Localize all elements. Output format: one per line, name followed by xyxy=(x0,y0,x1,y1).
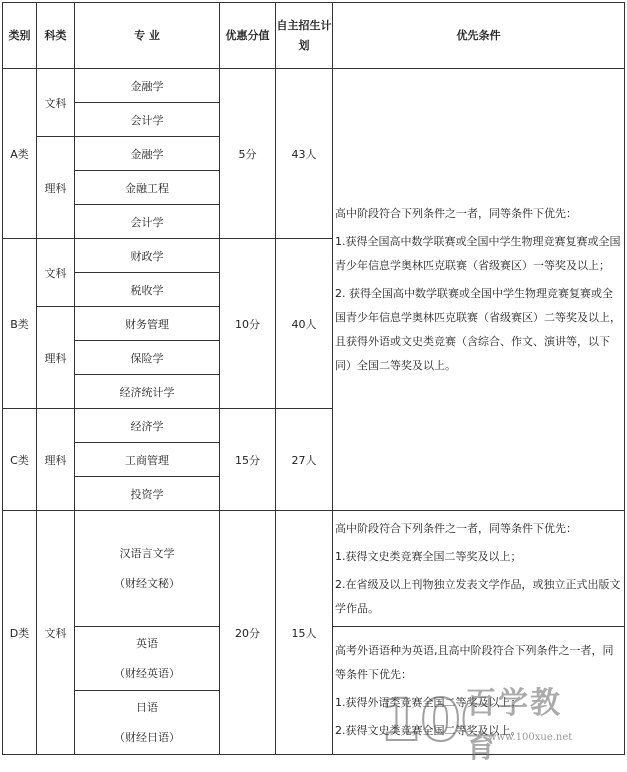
subject-cell: 文科 xyxy=(37,239,75,307)
condition-cell-abc xyxy=(333,69,625,511)
major-name: 汉语言文学 xyxy=(119,546,175,560)
major-sub: （财经日语） xyxy=(114,730,180,744)
condition-line: 1.获得外语类竞赛全国二等奖及以上； xyxy=(335,695,522,709)
subject-cell: 理科 xyxy=(37,307,75,409)
major-cell: 保险学 xyxy=(75,341,220,375)
header-row xyxy=(3,3,625,69)
header-major: 专 业 xyxy=(75,3,220,69)
category-cell: C类 xyxy=(3,409,37,511)
major-cell: 经济学 xyxy=(75,409,220,443)
major-sub: （财经文秘） xyxy=(114,576,180,590)
bonus-cell: 20分 xyxy=(220,511,276,755)
condition-line: 1.获得全国高中数学联赛或全国中学生物理竞赛复赛或全国青少年信息学奥林匹克联赛（省级赛区）一等奖及以上； xyxy=(335,234,621,272)
plan-cell: 40人 xyxy=(276,239,333,409)
condition-line: 2.获得文史类竞赛全国二等奖及以上。 xyxy=(335,723,522,737)
major-cell xyxy=(75,627,220,691)
major-cell xyxy=(75,511,220,627)
watermark-brand: 百学教育 xyxy=(466,686,562,765)
major-cell: 金融工程 xyxy=(75,171,220,205)
table-row xyxy=(3,511,625,627)
condition-line: 2.在省级及以上刊物独立发表文学作品，或独立正式出版文学作品。 xyxy=(335,577,621,615)
category-cell: D类 xyxy=(3,511,37,755)
major-cell: 金融学 xyxy=(75,69,220,103)
condition-line: 1.获得文史类竞赛全国二等奖及以上； xyxy=(335,549,522,563)
condition-line: 高考外语语种为英语,且高中阶段符合下列条件之一者，同等条件下优先： xyxy=(335,643,614,681)
header-condition: 优先条件 xyxy=(333,3,625,69)
watermark-url: www.100xue.net xyxy=(488,732,573,743)
subject-cell: 理科 xyxy=(37,409,75,511)
condition-line: 高中阶段符合下列条件之一者，同等条件下优先： xyxy=(335,521,577,535)
condition-cell-d1 xyxy=(333,511,625,627)
category-cell: B类 xyxy=(3,239,37,409)
major-cell: 会计学 xyxy=(75,205,220,239)
major-cell xyxy=(75,691,220,755)
svg-text:100: 10 xyxy=(380,686,461,754)
major-cell: 财政学 xyxy=(75,239,220,273)
bonus-cell: 10分 xyxy=(220,239,276,409)
major-cell: 税收学 xyxy=(75,273,220,307)
condition-line: 高中阶段符合下列条件之一者，同等条件下优先： xyxy=(335,206,577,220)
header-subject: 科类 xyxy=(37,3,75,69)
subject-cell: 文科 xyxy=(37,511,75,755)
major-cell: 财务管理 xyxy=(75,307,220,341)
major-cell: 会计学 xyxy=(75,103,220,137)
major-name: 日语 xyxy=(136,700,158,714)
bonus-cell: 15分 xyxy=(220,409,276,511)
category-cell: A类 xyxy=(3,69,37,239)
subject-cell: 理科 xyxy=(37,137,75,239)
major-cell: 金融学 xyxy=(75,137,220,171)
header-category: 类别 xyxy=(3,3,37,69)
condition-line: 2. 获得全国高中数学联赛或全国中学生物理竞赛复赛或全国青少年信息学奥林匹克联赛（省级赛区）二等奖及以上，且获得外语或文史类竞赛（含综合、作文、演讲等，以下同）全国二等奖及以上。 xyxy=(335,286,621,372)
major-cell: 投资学 xyxy=(75,477,220,511)
header-plan: 自主招生计划 xyxy=(276,3,333,69)
major-name: 英语 xyxy=(136,636,158,650)
major-sub: （财经英语） xyxy=(114,666,180,680)
plan-cell: 27人 xyxy=(276,409,333,511)
subject-cell: 文科 xyxy=(37,69,75,137)
major-cell: 工商管理 xyxy=(75,443,220,477)
table-row xyxy=(3,69,625,103)
plan-cell: 43人 xyxy=(276,69,333,239)
bonus-cell: 5分 xyxy=(220,69,276,239)
plan-cell: 15人 xyxy=(276,511,333,755)
condition-cell-d2 xyxy=(333,627,625,755)
header-bonus: 优惠分值 xyxy=(220,3,276,69)
admission-table xyxy=(2,2,625,755)
major-cell: 经济统计学 xyxy=(75,375,220,409)
